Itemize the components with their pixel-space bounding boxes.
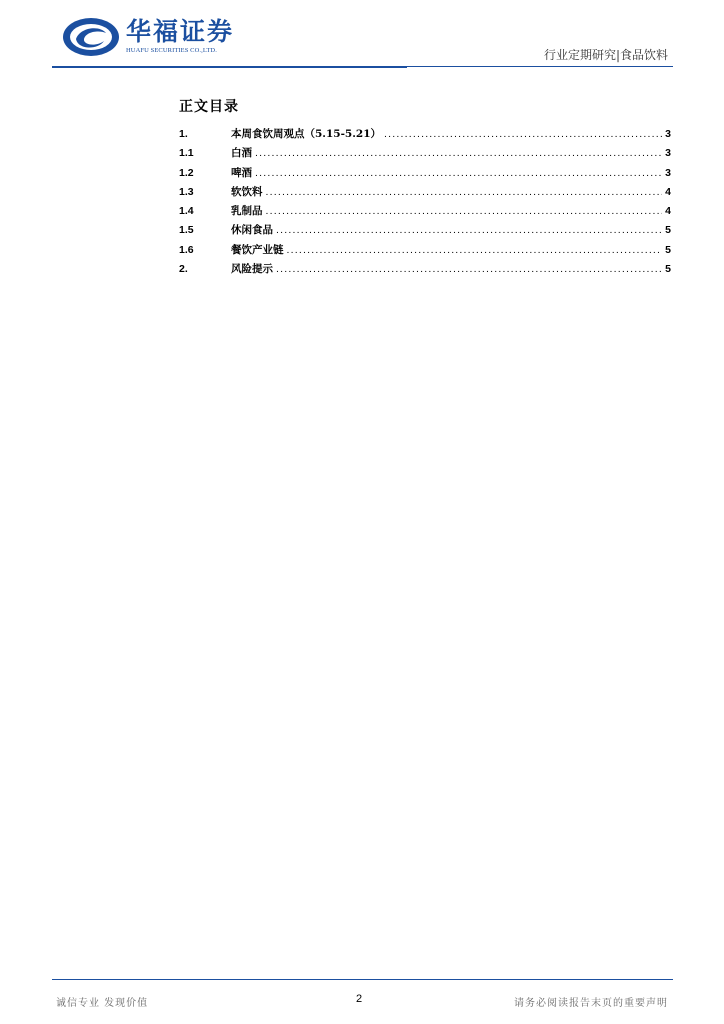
toc-leader-dots: [287, 244, 663, 256]
toc-entry-text: 啤酒: [231, 166, 252, 179]
company-logo: [62, 17, 252, 59]
toc-entry[interactable]: [179, 222, 671, 241]
toc-entry-text: 乳制品: [231, 205, 263, 218]
toc-entry-number: 2.: [179, 263, 188, 276]
toc-entry-page: 5: [665, 243, 671, 256]
logo-english-name: HUAFU SECURITIES CO.,LTD.: [126, 47, 217, 54]
toc-entry-number: 1.1: [179, 147, 194, 160]
toc-title: 正文目录: [179, 99, 239, 115]
page-number: 2: [356, 993, 363, 1005]
toc-entry-number: 1.3: [179, 185, 194, 198]
toc-leader-dots: [266, 186, 663, 198]
footer-divider: [52, 979, 673, 980]
toc-entry-number: 1.6: [179, 243, 194, 256]
toc-leader-dots: [255, 147, 662, 159]
toc-entry-page: 3: [665, 166, 671, 179]
toc-entry-page: 4: [665, 205, 671, 218]
toc-entry-number: 1.4: [179, 205, 194, 218]
toc-entry-text: 白酒: [231, 147, 252, 160]
toc-leader-dots: [276, 224, 662, 236]
logo-chinese-name: 华福证券: [126, 17, 235, 46]
footer-slogan: 诚信专业 发现价值: [56, 998, 149, 1009]
toc-entry-number: 1.5: [179, 224, 194, 237]
toc-leader-dots: [276, 263, 662, 275]
header-divider-accent: [52, 66, 407, 68]
toc-entry-page: 3: [665, 128, 671, 140]
toc-entry-text: 本周食饮周观点（5.15-5.21）: [231, 128, 382, 140]
toc-entry-page: 3: [665, 147, 671, 160]
toc-entry-text: 餐饮产业链: [231, 243, 284, 256]
toc-entry-text: 软饮料: [231, 185, 263, 198]
toc-entry-number: 1.: [179, 128, 188, 140]
toc-entry[interactable]: [179, 261, 671, 280]
toc-entry[interactable]: [179, 145, 671, 164]
toc-entry[interactable]: [179, 126, 671, 145]
toc-entry[interactable]: [179, 242, 671, 261]
toc-leader-dots: [266, 205, 663, 217]
footer-disclaimer-note: 请务必阅读报告末页的重要声明: [514, 998, 668, 1009]
toc-leader-dots: [255, 167, 662, 179]
toc-entry[interactable]: [179, 203, 671, 222]
table-of-contents: [179, 126, 671, 280]
toc-entry[interactable]: [179, 184, 671, 203]
report-category-title: 行业定期研究|食品饮料: [543, 48, 668, 62]
toc-entry-number: 1.2: [179, 166, 194, 179]
toc-entry-text: 休闲食品: [231, 224, 273, 237]
toc-entry-text: 风险提示: [231, 263, 273, 276]
toc-entry-page: 5: [665, 224, 671, 237]
toc-entry-page: 5: [665, 263, 671, 276]
huafu-logo-icon: [62, 17, 120, 57]
toc-entry[interactable]: [179, 165, 671, 184]
toc-leader-dots: [384, 128, 662, 140]
toc-entry-page: 4: [665, 185, 671, 198]
